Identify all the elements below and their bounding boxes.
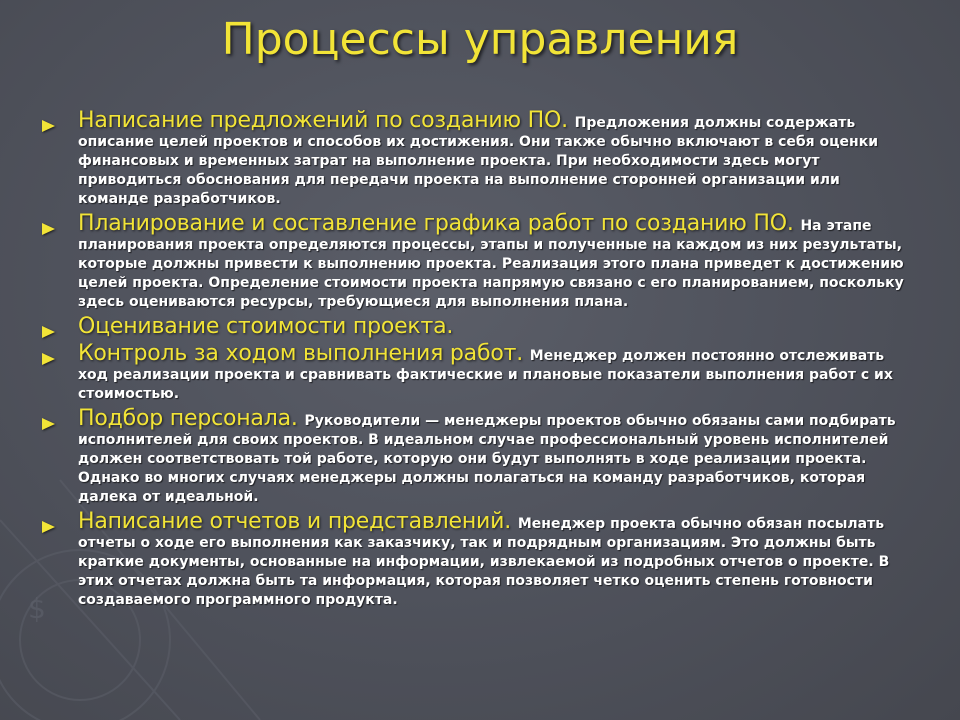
item-heading: Написание предложений по созданию ПО.: [78, 108, 575, 133]
slide-title: Процессы управления: [221, 14, 739, 65]
svg-text:$: $: [28, 592, 46, 625]
triangle-right-icon: [42, 120, 55, 132]
list-item: [42, 509, 912, 609]
item-description: На этапе планирования проекта определяются процессы, этапы и полученные на каждом из них результаты, которые должны привести к выполнению проекта. Реализация этого плана приведет к достижению целей проекта. Определение стоимости проекта напрямую связано с его планированием, поскольку здесь оцениваются ресурсы, требующиеся для выполнения плана.: [78, 218, 904, 310]
item-description: Предложения должны содержать описание целей проектов и способов их достижения. Они также обычно включают в себя оценки финансовых и временных затрат на выполнение проекта. При необходимости здесь могут приводиться обоснования для передачи проекта на выполнение сторонней организации или команде разработчиков.: [78, 115, 879, 207]
list-item: [42, 211, 912, 311]
item-heading: Написание отчетов и представлений.: [78, 509, 518, 534]
list-item: [42, 341, 912, 403]
item-heading: Подбор персонала.: [78, 406, 305, 431]
bullet-list: [42, 108, 912, 616]
triangle-right-icon: [42, 223, 55, 235]
item-heading: Контроль за ходом выполнения работ.: [78, 341, 530, 366]
item-description: Менеджер должен постоянно отслеживать ход реализации проекта и сравнивать фактические и плановые показатели выполнения работ с их стоимостью.: [78, 348, 893, 402]
list-item: [42, 314, 912, 339]
item-description: Менеджер проекта обычно обязан посылать отчеты о ходе его выполнения как заказчику, так и подрядным организациям. Это должны быть краткие документы, основанные на информации, извлекаемой из подробных отчетов о проекте. В этих отчетах должна быть та информация, которая позволяет четко оценить степень готовности создаваемого программного продукта.: [78, 516, 890, 608]
triangle-right-icon: [42, 353, 55, 365]
list-item: [42, 108, 912, 208]
item-description: Руководители — менеджеры проектов обычно обязаны сами подбирать исполнителей для своих проектов. В идеальном случае профессиональный уровень исполнителей должен соответствовать той работе, которую они будут выполнять в ходе реализации проекта. Однако во многих случаях менеджеры должны полагаться на команду разработчиков, которая далека от идеальной.: [78, 413, 896, 505]
item-heading: Оценивание стоимости проекта.: [78, 314, 454, 339]
list-item: [42, 406, 912, 506]
triangle-right-icon: [42, 326, 55, 338]
triangle-right-icon: [42, 521, 55, 533]
triangle-right-icon: [42, 418, 55, 430]
item-heading: Планирование и составление графика работ по созданию ПО.: [78, 211, 801, 236]
